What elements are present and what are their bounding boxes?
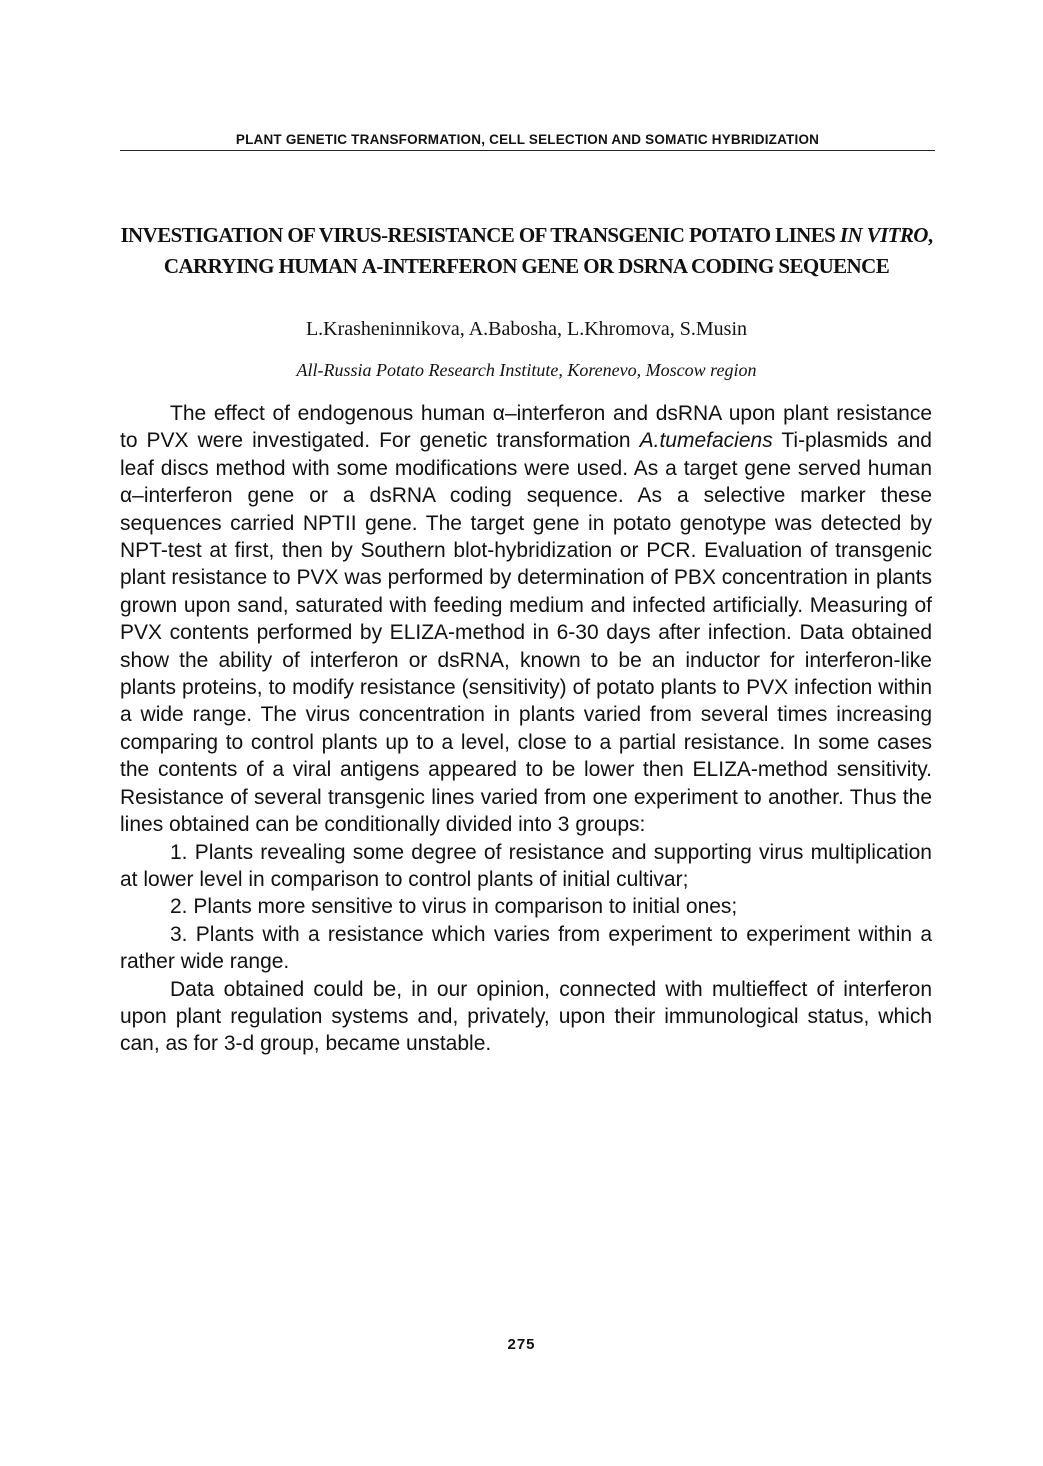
paper-title [110,220,943,282]
group-item-3: 3. Plants with a resistance which varies from experiment to experiment within a rather wide range. [120,922,932,974]
conclusion-paragraph: Data obtained could be, in our opinion, connected with multieffect of interferon upon plant regulation systems and, privately, upon their immunological status, which can, as for 3-d group, became unstable. [120,977,932,1056]
p1-species: A.tumefaciens [639,429,773,453]
running-header: PLANT GENETIC TRANSFORMATION, CELL SELECTION AND SOMATIC HYBRIDIZATION [120,132,935,151]
p1-text-b: Ti-plasmids and leaf discs method with some modifications were used. As a target gene served human α–interferon gene or a dsRNA coding sequence. As a selective marker these sequences carried NPTII gene. The target gene in potato genotype was detected by NPT-test at first, then by Southern blot-hybridization or PCR. Evaluation of transgenic plant resistance to PVX was performed by determination of PBX concentration in plants grown upon sand, saturated with feeding medium and infected artificially. Measuring of PVX contents performed by ELIZA-method in 6-30 days after infection. Data obtained show the ability of interferon or dsRNA, known to be an inductor for interferon-like plants proteins, to modify resistance (sensitivity) of potato plants to PVX infection within a wide range. The virus concentration in plants varied from several times increasing comparing to control plants up to a level, close to a partial resistance. In some cases the contents of a viral antigens appeared to be lower then ELIZA-method sensitivity. Resistance of several transgenic lines varied from one experiment to another. Thus the lines obtained can be conditionally divided into 3 groups: [120,429,932,837]
author-list: L.Krasheninnikova, A.Babosha, L.Khromova, S.Musin [305,318,748,340]
p1-text-a: The effect of endogenous human α–interferon and dsRNA upon plant resistance to PVX were investigated. For genetic transformation [120,402,932,453]
group-item-1: 1. Plants revealing some degree of resistance and supporting virus multiplication at lower level in comparison to control plants of initial cultivar; [120,840,932,891]
title-italic: IN VITRO [839,223,928,247]
title-part-1: INVESTIGATION OF VIRUS-RESISTANCE OF TRANSGENIC POTATO LINES [120,223,840,247]
affiliation: All-Russia Potato Research Institute, Korenevo, Moscow region [296,360,757,380]
title-part-2: , CARRYING HUMAN Α-INTERFERON GENE OR DSRNA CODING SEQUENCE [163,223,933,278]
abstract-paragraph-1 [120,400,932,839]
page-number: 275 [507,1336,536,1353]
abstract-body [120,400,932,1058]
group-item-2: 2. Plants more sensitive to virus in comparison to initial ones; [170,895,738,919]
